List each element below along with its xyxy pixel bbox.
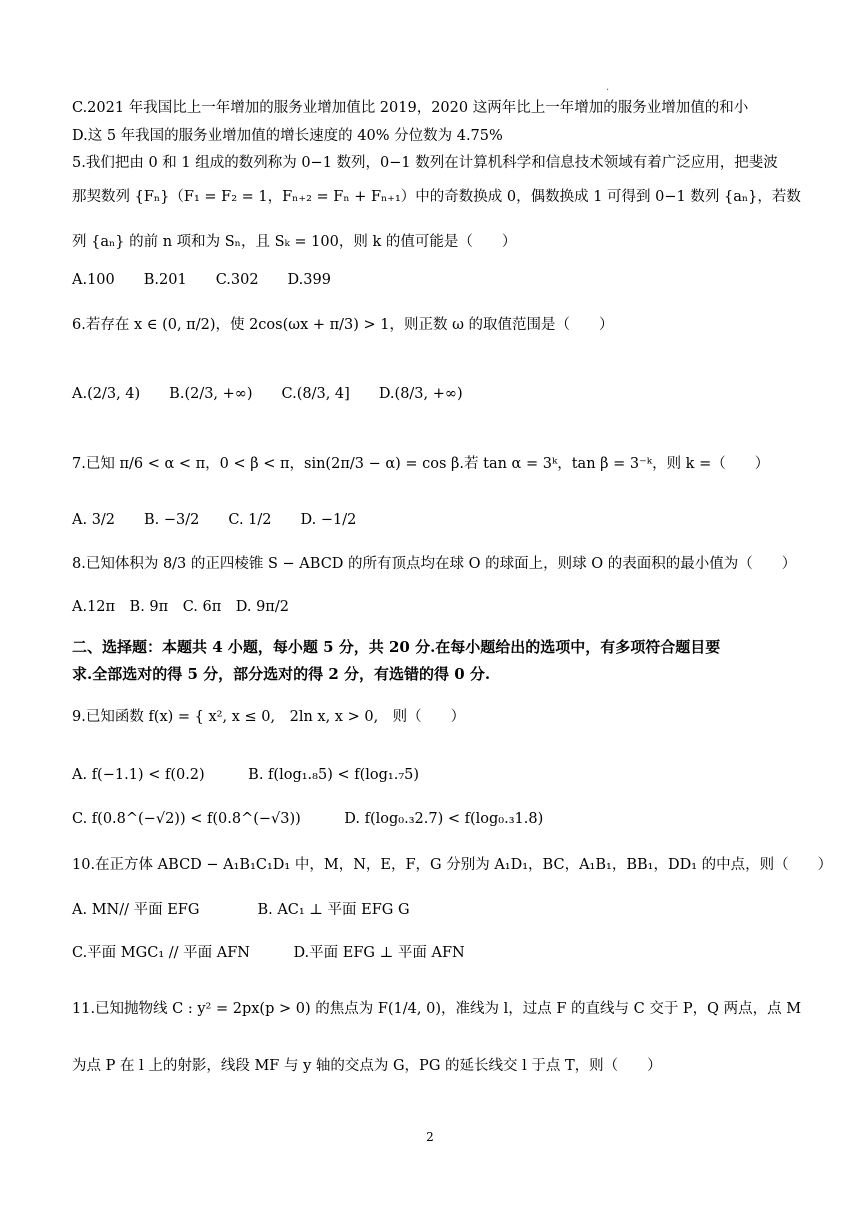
question-5-line1: 5.我们把由 0 和 1 组成的数列称为 0−1 数列，0−1 数列在计算机科学和信息技术领域有着广泛应用，把斐波 bbox=[72, 155, 778, 171]
question-9-options-cd: C. f(0.8^(−√2)) < f(0.8^(−√3)) D. f(log₀.₃2.7) < f(log₀.₃1.8) bbox=[72, 811, 544, 827]
question-7-options: A. 3/2 B. −3/2 C. 1/2 D. −1/2 bbox=[72, 512, 357, 528]
page-number: 2 bbox=[426, 1130, 434, 1144]
question-11-line1: 11.已知抛物线 C : y² = 2px(p > 0) 的焦点为 F(1/4, 0)，准线为 l，过点 F 的直线与 C 交于 P，Q 两点，点 M bbox=[72, 1001, 802, 1017]
question-10-options-ab: A. MN// 平面 EFG B. AC₁ ⊥ 平面 EFG G bbox=[72, 902, 410, 918]
question-9: 9.已知函数 f(x) = { x², x ≤ 0, 2ln x, x > 0, 则（ ） bbox=[72, 709, 466, 725]
question-7: 7.已知 π/6 < α < π，0 < β < π，sin(2π/3 − α) = cos β.若 tan α = 3ᵏ，tan β = 3⁻ᵏ，则 k =（ ） bbox=[72, 456, 770, 472]
question-5-line3: 列 {aₙ} 的前 n 项和为 Sₙ，且 Sₖ = 100，则 k 的值可能是（ ） bbox=[72, 234, 517, 250]
option-d-q4: D.这 5 年我国的服务业增加值的增长速度的 40% 分位数为 4.75% bbox=[72, 128, 503, 144]
question-11-line2: 为点 P 在 l 上的射影，线段 MF 与 y 轴的交点为 G，PG 的延长线交 l 于点 T，则（ ） bbox=[72, 1058, 662, 1074]
question-6-options: A.(2/3, 4) B.(2/3, +∞) C.(8/3, 4] D.(8/3, +∞) bbox=[72, 386, 463, 402]
question-5-options: A.100 B.201 C.302 D.399 bbox=[72, 272, 331, 288]
question-8: 8.已知体积为 8/3 的正四棱锥 S − ABCD 的所有顶点均在球 O 的球面上，则球 O 的表面积的最小值为（ ） bbox=[72, 556, 797, 572]
section-2-heading-line1: 二、选择题：本题共 4 小题，每小题 5 分，共 20 分.在每小题给出的选项中，有多项符合题目要 bbox=[72, 638, 721, 656]
option-c-q4: C.2021 年我国比上一年增加的服务业增加值比 2019，2020 这两年比上一年增加的服务业增加值的和小 bbox=[72, 100, 749, 116]
question-9-options-ab: A. f(−1.1) < f(0.2) B. f(log₁.₈5) < f(log₁.₇5) bbox=[72, 767, 420, 783]
question-10: 10.在正方体 ABCD − A₁B₁C₁D₁ 中，M，N，E，F，G 分别为 A₁D₁，BC，A₁B₁，BB₁，DD₁ 的中点，则（ ） bbox=[72, 857, 833, 873]
question-6: 6.若存在 x ∈ (0, π/2)，使 2cos(ωx + π/3) > 1，则正数 ω 的取值范围是（ ） bbox=[72, 317, 614, 333]
top-mark: . bbox=[606, 82, 610, 93]
question-5-line2: 那契数列 {Fₙ}（F₁ = F₂ = 1，Fₙ₊₂ = Fₙ + Fₙ₊₁）中的奇数换成 0，偶数换成 1 可得到 0−1 数列 {aₙ}，若数 bbox=[72, 189, 801, 205]
question-8-options: A.12π B. 9π C. 6π D. 9π/2 bbox=[72, 599, 289, 615]
question-10-options-cd: C.平面 MGC₁ // 平面 AFN D.平面 EFG ⊥ 平面 AFN bbox=[72, 945, 465, 961]
section-2-heading-line2: 求.全部选对的得 5 分，部分选对的得 2 分，有选错的得 0 分. bbox=[72, 665, 491, 683]
